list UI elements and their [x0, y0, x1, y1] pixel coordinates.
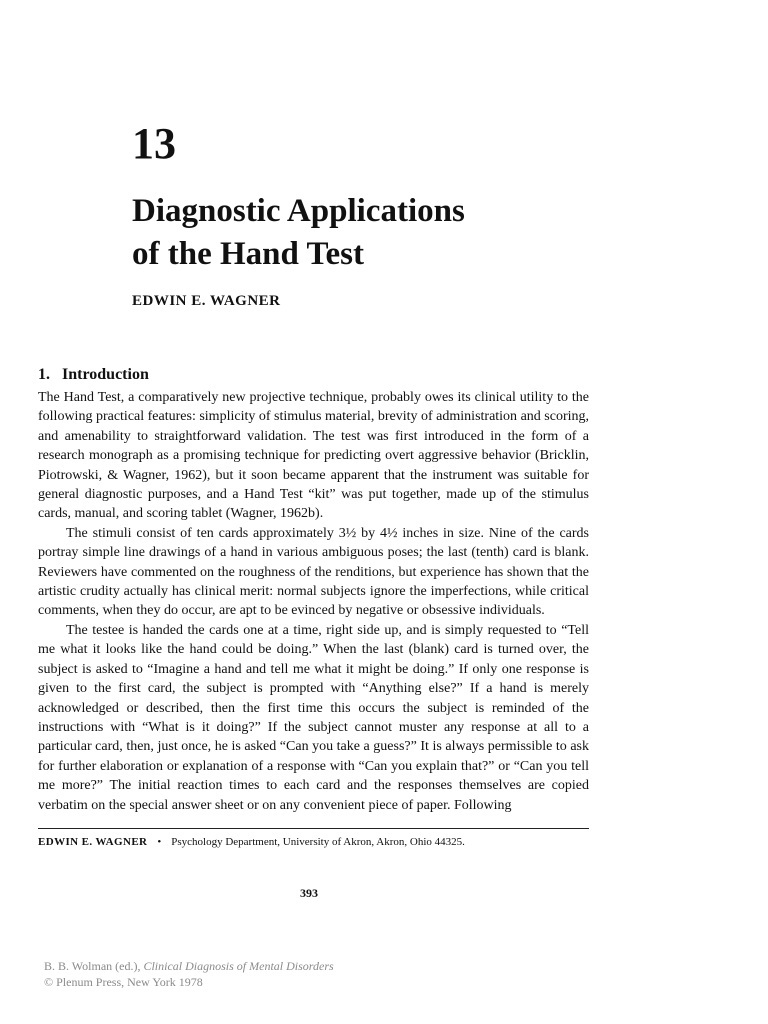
section-title: Introduction: [62, 366, 149, 383]
footnote-bullet: •: [157, 836, 162, 848]
author-footnote: [38, 836, 598, 848]
section-number: 1.: [38, 366, 50, 383]
chapter-author: EDWIN E. WAGNER: [132, 293, 281, 309]
chapter-title-line-1: Diagnostic Applications: [132, 193, 465, 229]
publication-credit: [44, 958, 334, 990]
paragraph-1: The Hand Test, a comparatively new projective technique, probably owes its clinical utility to the following practical features: simplicity of stimulus material, brevity of administration and scoring, and amenability to straightforward validation. The test was first introduced in the form of a research monograph as a promising technique for predicting overt aggressive behavior (Bricklin, Piotrowski, & Wagner, 1962), but it soon became apparent that the instrument was suitable for general diagnostic purposes, and a Hand Test “kit” was put together, made up of the stimulus cards, manual, and scoring tablet (Wagner, 1962b).: [38, 390, 589, 522]
footnote-divider: [38, 828, 589, 829]
credit-book-title: Clinical Diagnosis of Mental Disorders: [143, 959, 334, 973]
chapter-title: [132, 190, 465, 276]
body-text: [38, 388, 589, 815]
paragraph-3: The testee is handed the cards one at a time, right side up, and is simply requested to “Tell me what it looks like the hand could be doing.” When the last (blank) card is turned over, the subject is asked to “Imagine a hand and tell me what it might be doing.” If only one response is given to the first card, the subject is prompted with “Anything else?” If a hand is merely acknowledged or described, then the first time this occurs the subject is reminded of the instructions with “What is it doing?” If the subject cannot muster any response at all to a particular card, then, just once, he is asked “Can you take a guess?” It is always permissible to ask for further elaboration or explanation of a response with “Can you explain that?” or “Can you tell me more?” The initial reaction times to each card and the responses themselves are copied verbatim on the special answer sheet or on any convenient piece of paper. Following: [38, 622, 589, 813]
footnote-author: EDWIN E. WAGNER: [38, 836, 148, 848]
chapter-number: 13: [132, 119, 176, 168]
credit-editor: B. B. Wolman (ed.),: [44, 959, 141, 973]
section-heading: [38, 366, 149, 384]
credit-publisher: © Plenum Press, New York 1978: [44, 975, 203, 989]
page-number: 393: [300, 886, 318, 900]
credit-line-1: [44, 958, 334, 974]
paragraph-2: The stimuli consist of ten cards approximately 3½ by 4½ inches in size. Nine of the cards portray simple line drawings of a hand in various ambiguous poses; the last (tenth) card is blank. Reviewers have commented on the roughness of the renditions, but experience has shown that the artistic crudity actually has clinical merit: normal subjects ignore the imperfections, while critical comments, when they do occur, are apt to be evinced by negative or obsessive individuals.: [38, 525, 589, 619]
chapter-title-line-2: of the Hand Test: [132, 235, 364, 272]
footnote-affiliation: Psychology Department, University of Akron, Akron, Ohio 44325.: [171, 836, 465, 848]
